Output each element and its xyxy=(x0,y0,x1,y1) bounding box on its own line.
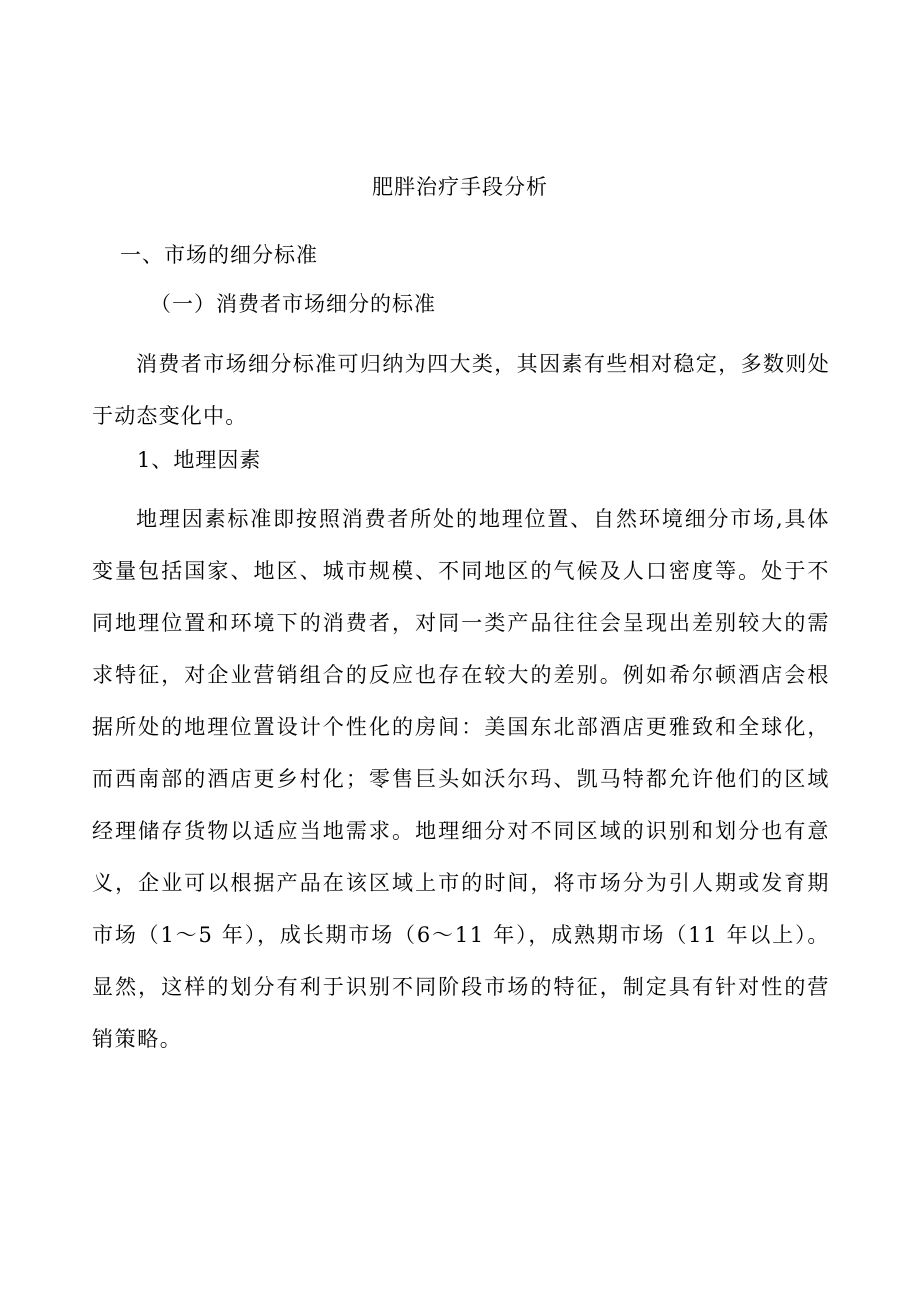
document-title: 肥胖治疗手段分析 xyxy=(372,175,548,199)
section-heading: 一、市场的细分标准 xyxy=(120,243,318,267)
body-paragraph: 地理因素标准即按照消费者所处的地理位置、自然环境细分市场,具体变量包括国家、地区、城市规模、不同地区的气候及人口密度等。处于不同地理位置和环境下的消费者，对同一类产品往往会呈现出差别较大的需求特征，对企业营销组合的反应也存在较大的差别。例如希尔顿酒店会根据所处的地理位置设计个性化的房间：美国东北部酒店更雅致和全球化，而西南部的酒店更乡村化；零售巨头如沃尔玛、凯马特都允许他们的区域经理储存货物以适应当地需求。地理细分对不同区域的识别和划分也有意义，企业可以根据产品在该区域上市的时间，将市场分为引人期或发育期市场（1～5 年），成长期市场（6～11 年），成熟期市场（11 年以上）。显然，这样的划分有利于识别不同阶段市场的特征，制定具有针对性的营销策略。 xyxy=(92,507,830,1051)
intro-paragraph: 消费者市场细分标准可归纳为四大类，其因素有些相对稳定，多数则处于动态变化中。 xyxy=(92,352,830,428)
item-heading: 1、地理因素 xyxy=(137,448,262,472)
subsection-heading: （一）消费者市场细分的标准 xyxy=(150,292,436,316)
